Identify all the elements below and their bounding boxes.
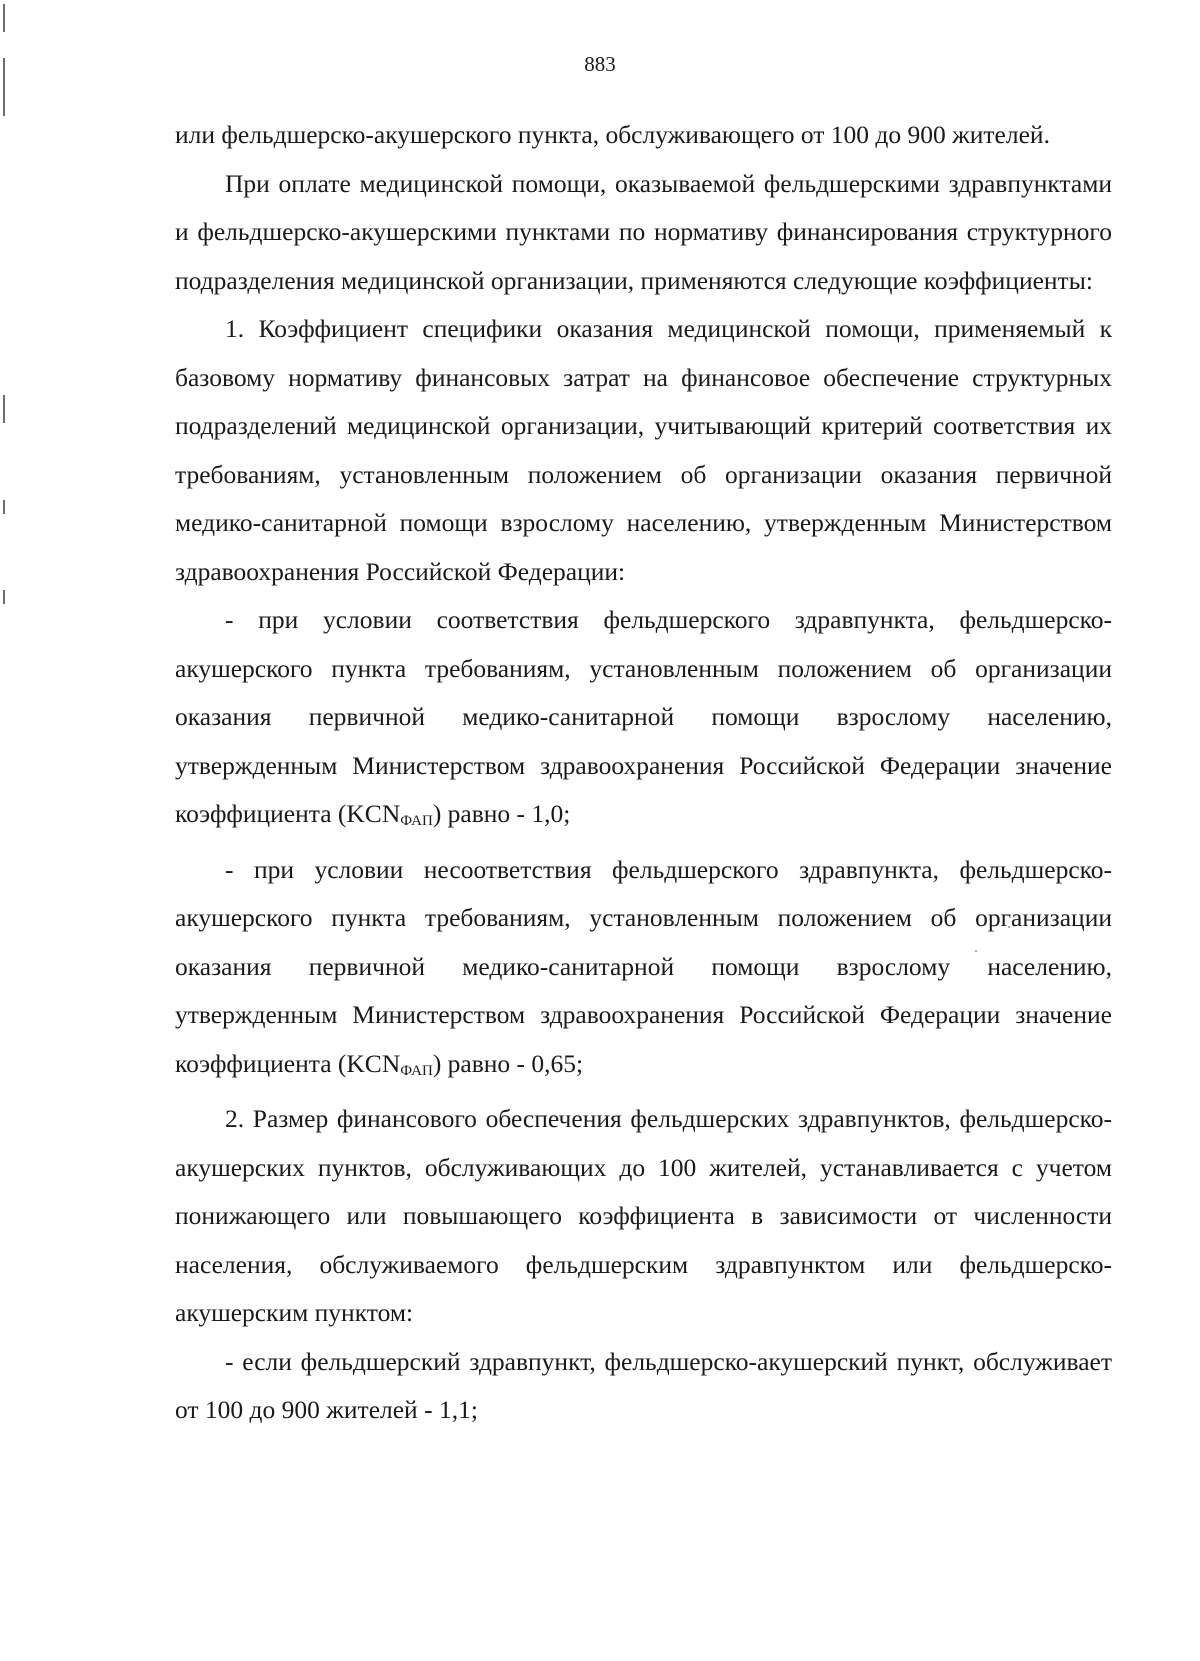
scan-edge-mark xyxy=(3,4,5,32)
paragraph-condition-compliant xyxy=(175,596,1112,846)
paragraph-item-2: 2. Размер финансового обеспечения фельдшерских здравпунктов, фельдшерско-акушерских пунктов, обслуживающих до 100 жителей, устанавливается с учетом понижающего или повышающего коэффициента в зависимости от численности населения, обслуживаемого фельдшерским здравпунктом или фельдшерско-акушерским пунктом: xyxy=(175,1104,1112,1327)
document-body xyxy=(175,111,1112,1435)
paragraph-intro: При оплате медицинской помощи, оказываемой фельдшерскими здравпунктами и фельдшерско-акушерскими пунктами по нормативу финансирования структурного подразделения медицинской организации, применяются следующие коэффициенты: xyxy=(175,168,1112,295)
text-segment: - при условии несоответствия фельдшерского здравпункта, фельдшерско-акушерского пункта требованиям, установленным положением об организации оказания первичной медико-санитарной помощи взрослому населению, утвержденным Министерством здравоохранения Российской Федерации значение коэффициента (KCN xyxy=(175,854,1112,1078)
page-number: 883 xyxy=(584,52,616,76)
scan-edge-mark xyxy=(3,395,5,423)
paragraph-item-1: 1. Коэффициент специфики оказания медицинской помощи, применяемый к базовому нормативу финансовых затрат на финансовое обеспечение структурных подразделений медицинской организации, учитывающий критерий соответствия их требованиям, установленным положением об организации оказания первичной медико-санитарной помощи взрослому населению, утвержденным Министерством здравоохранения Российской Федерации: xyxy=(175,314,1112,586)
paragraph-continuation: или фельдшерско-акушерского пункта, обслуживающего от 100 до 900 жителей. xyxy=(175,120,1050,149)
scan-edge-mark xyxy=(3,500,5,514)
paragraph-population-range: - если фельдшерский здравпункт, фельдшерско-акушерский пункт, обслуживает от 100 до 900 жителей - 1,1; xyxy=(175,1346,1112,1424)
coefficient-subscript: ФАП xyxy=(400,1062,433,1079)
scan-edge-mark xyxy=(3,590,5,604)
text-segment: - при условии соответствия фельдшерского здравпункта, фельдшерско-акушерского пункта требованиям, установленным положением об организации оказания первичной медико-санитарной помощи взрослому населению, утвержденным Министерством здравоохранения Российской Федерации значение коэффициента (KCN xyxy=(175,605,1112,828)
text-segment: ) равно - 0,65; xyxy=(432,1048,584,1078)
paragraph-condition-noncompliant xyxy=(175,846,1112,1096)
coefficient-subscript: ФАП xyxy=(400,813,433,829)
text-segment: ) равно - 1,0; xyxy=(432,799,571,828)
